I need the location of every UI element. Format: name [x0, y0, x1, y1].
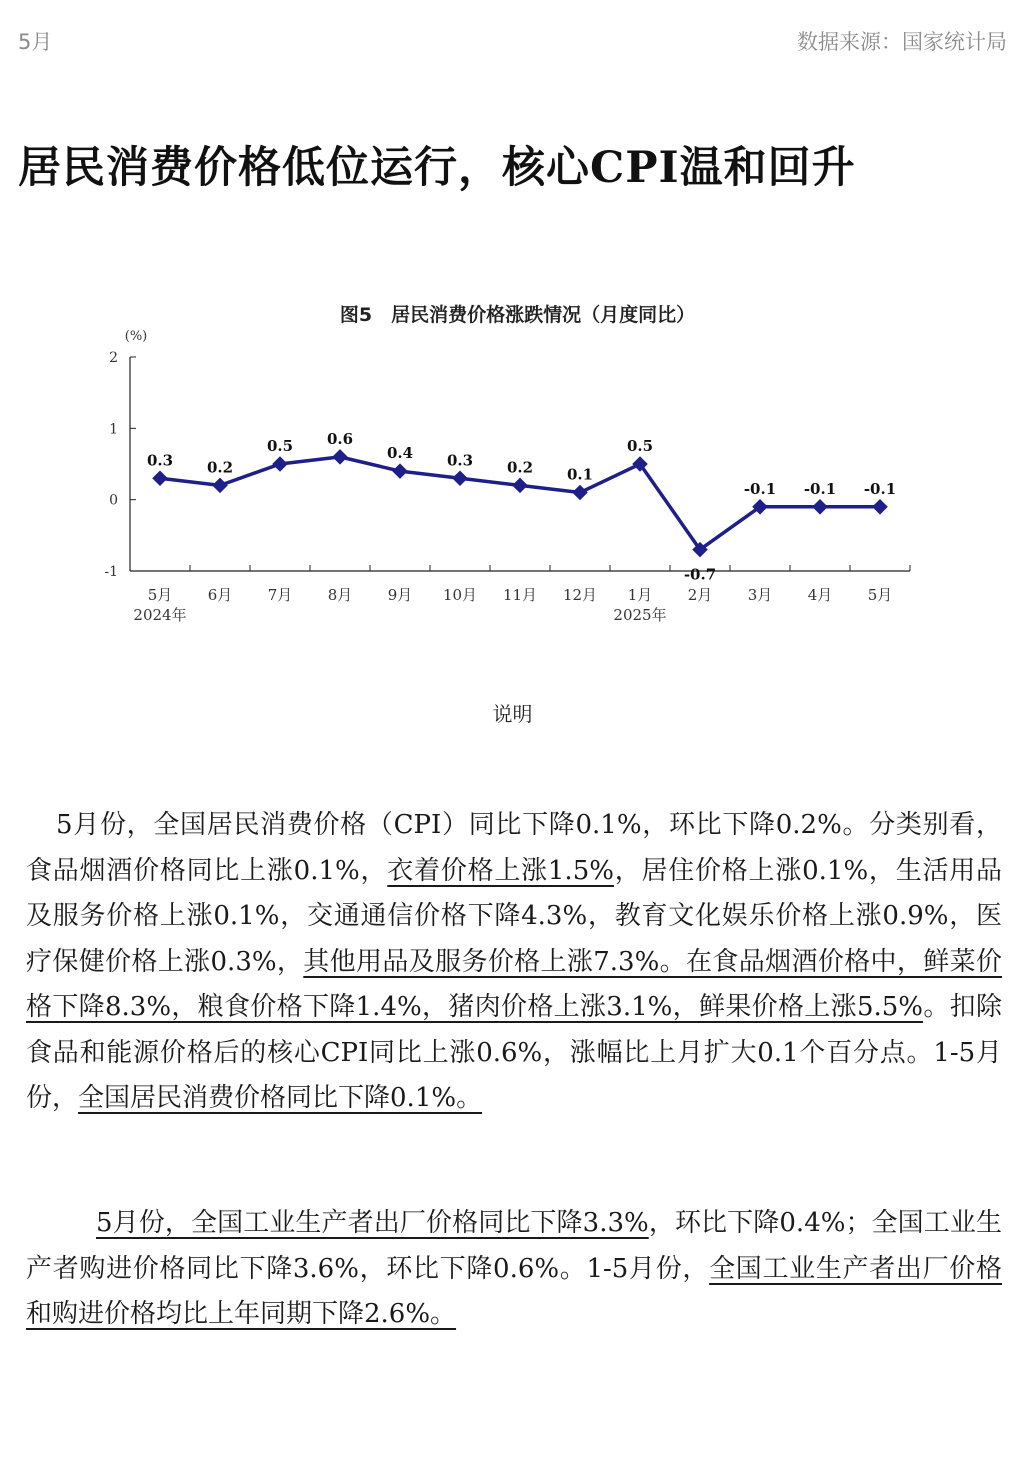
underlined-text: 衣着价格上涨1.5% — [387, 855, 614, 886]
year-label: 2025年 — [613, 606, 667, 624]
x-tick-label: 10月 — [442, 586, 478, 604]
data-point — [572, 485, 588, 501]
data-label: 0.3 — [146, 451, 174, 470]
x-tick-label: 5月 — [867, 586, 893, 604]
data-source: 数据来源：国家统计局 — [797, 30, 1007, 54]
data-label: 0.1 — [566, 465, 594, 484]
data-label: -0.7 — [683, 565, 717, 584]
data-point — [152, 470, 168, 486]
y-tick-label: -1 — [104, 564, 118, 580]
x-tick-label: 2月 — [687, 586, 713, 604]
paragraph-ppi — [26, 1201, 1002, 1338]
x-tick-label: 7月 — [267, 586, 293, 604]
year-label: 2024年 — [133, 606, 187, 624]
y-axis-unit: (%) — [124, 329, 148, 344]
data-point — [392, 463, 408, 479]
underlined-text: 其他用品及服务价格上涨7.3%。在食品烟酒价格中，鲜菜价格下降8.3%，粮食价格下降1.4%，猪肉价格上涨3.1%，鲜果价格上涨5.5% — [26, 946, 1002, 1022]
y-tick-label: 2 — [109, 350, 118, 366]
underlined-text: 5月份，全国工业生产者出厂价格同比下降3.3% — [96, 1208, 649, 1238]
headline: 居民消费价格低位运行，核心CPI温和回升 — [18, 143, 856, 193]
data-point — [452, 470, 468, 486]
data-point — [272, 456, 288, 472]
x-tick-label: 11月 — [502, 586, 538, 604]
body-text: 。扣除食品和能源价格后的核心CPI同比上涨0.6%，涨幅比上月扩大0.1个百分点。1-5月份， — [26, 992, 1002, 1113]
body-text: ，环比下降0.4%；全国工业生产者购进价格同比下降3.6%，环比下降0.6%。1-5月份， — [26, 1208, 1002, 1284]
data-label: 0.4 — [386, 444, 414, 463]
x-tick-label: 12月 — [562, 586, 598, 604]
caption: 说明 — [492, 702, 533, 726]
data-point — [872, 499, 888, 515]
data-point — [512, 478, 528, 494]
x-tick-label: 3月 — [747, 586, 773, 604]
chart-title: 图5 居民消费价格涨跌情况（月度同比） — [339, 304, 696, 326]
underlined-text: 全国工业生产者出厂价格和购进价格均比上年同期下降2.6%。 — [26, 1253, 1002, 1329]
header-month: 5月 — [18, 30, 53, 54]
data-label: 0.2 — [206, 458, 234, 477]
y-tick-label: 1 — [109, 421, 118, 438]
y-tick-label: 0 — [109, 492, 118, 509]
x-tick-label: 4月 — [807, 586, 833, 604]
x-tick-label: 6月 — [207, 586, 233, 604]
data-label: 0.5 — [266, 437, 294, 455]
top-bar — [0, 26, 1035, 56]
data-label: 0.6 — [326, 429, 354, 448]
data-label: -0.1 — [803, 479, 837, 498]
body-text: ，居住价格上涨0.1%，生活用品及服务价格上涨0.1%，交通通信价格下降4.3%，教育文化娱乐价格上涨0.9%，医疗保健价格上涨0.3%， — [26, 855, 1002, 977]
x-tick-label: 9月 — [387, 586, 413, 604]
data-label: 0.5 — [626, 437, 654, 455]
x-tick-label: 5月 — [147, 586, 173, 604]
data-label: 0.3 — [446, 451, 474, 470]
cpi-line-chart — [0, 320, 1035, 630]
data-point — [212, 478, 228, 494]
x-tick-label: 1月 — [627, 586, 653, 604]
paragraph-cpi — [26, 803, 1002, 1122]
data-label: -0.1 — [743, 479, 777, 498]
body-text: 5月份，全国居民消费价格（CPI）同比下降0.1%，环比下降0.2%。分类别看，食品烟酒价格同比上涨0.1%， — [26, 810, 1002, 886]
underlined-text: 全国居民消费价格同比下降0.1%。 — [78, 1083, 483, 1113]
data-label: -0.1 — [863, 479, 897, 498]
data-point — [332, 449, 348, 465]
x-tick-label: 8月 — [327, 586, 353, 604]
data-point — [812, 499, 828, 515]
data-label: 0.2 — [506, 458, 534, 477]
